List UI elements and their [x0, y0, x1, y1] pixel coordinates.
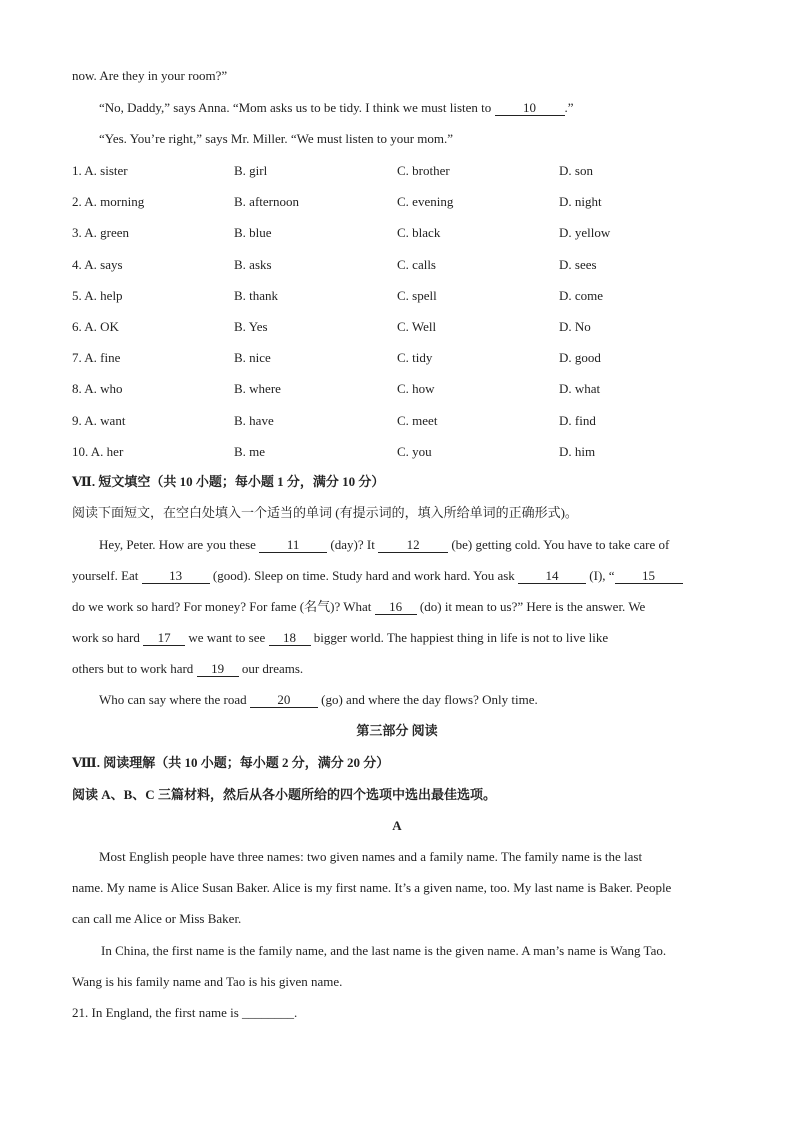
text: (day)? It: [327, 537, 379, 552]
option-a: 2. A. morning: [72, 194, 145, 209]
option-d: D. yellow: [559, 225, 611, 240]
option-d: D. him: [559, 444, 596, 459]
option-b: B. nice: [234, 350, 271, 365]
part-title: 第三部分 阅读: [356, 723, 438, 738]
option-a: 10. A. her: [72, 444, 124, 459]
option-d: D. find: [559, 413, 596, 428]
option-c: C. spell: [397, 288, 437, 303]
text: yourself. Eat: [72, 568, 142, 583]
text: our dreams.: [238, 661, 304, 676]
text: .”: [564, 100, 574, 115]
passage-line: [99, 537, 669, 553]
option-d: D. No: [559, 319, 591, 334]
answer-blank: 12: [378, 538, 448, 553]
text: (good). Sleep on time. Study hard and work hard. You ask: [209, 568, 519, 583]
passage-line: can call me Alice or Miss Baker.: [72, 911, 242, 926]
answer-blank: 11: [259, 538, 327, 553]
option-c: C. meet: [397, 413, 438, 428]
passage-line: [72, 630, 608, 646]
answer-blank: 17: [143, 631, 185, 646]
option-b: B. girl: [234, 163, 268, 178]
text: “No, Daddy,” says Anna. “Mom asks us to be tidy. I think we must listen to: [99, 100, 495, 115]
option-b: B. thank: [234, 288, 279, 303]
answer-blank: 18: [269, 631, 311, 646]
text: others but to work hard: [72, 661, 197, 676]
answer-blank: 15: [615, 569, 683, 584]
option-a: 7. A. fine: [72, 350, 121, 365]
option-d: D. night: [559, 194, 602, 209]
passage-line: [72, 599, 645, 615]
section-instruction: 阅读下面短文，在空白处填入一个适当的单词 (有提示词的，填入所给单词的正确形式)。: [72, 505, 578, 520]
text: work so hard: [72, 630, 144, 645]
text: (be) getting cold. You have to take care of: [448, 537, 670, 552]
option-row: [72, 225, 752, 241]
option-c: C. evening: [397, 194, 454, 209]
option-b: B. blue: [234, 225, 272, 240]
option-b: B. me: [234, 444, 266, 459]
passage-line: Most English people have three names: two given names and a family name. The family name is the last: [99, 849, 643, 864]
passage-line: name. My name is Alice Susan Baker. Alice is my first name. It’s a given name, too. My last name is Baker. People: [72, 880, 672, 895]
option-a: 4. A. says: [72, 257, 123, 272]
text: Who can say where the road: [99, 692, 250, 707]
option-row: [72, 288, 752, 304]
option-a: 9. A. want: [72, 413, 126, 428]
answer-blank: 19: [197, 662, 239, 677]
option-row: [72, 163, 752, 179]
option-b: B. Yes: [234, 319, 268, 334]
option-b: B. have: [234, 413, 274, 428]
option-a: 1. A. sister: [72, 163, 128, 178]
option-row: [72, 194, 752, 210]
section-heading: Ⅶ. 短文填空（共 10 小题；每小题 1 分，满分 10 分）: [72, 474, 385, 489]
option-row: [72, 413, 752, 429]
option-d: D. son: [559, 163, 593, 178]
option-c: C. brother: [397, 163, 450, 178]
option-b: B. where: [234, 381, 281, 396]
option-c: C. black: [397, 225, 441, 240]
option-c: C. you: [397, 444, 432, 459]
option-row: [72, 319, 752, 335]
option-d: D. sees: [559, 257, 597, 272]
section-heading: Ⅷ. 阅读理解（共 10 小题；每小题 2 分，满分 20 分）: [72, 755, 390, 770]
option-row: [72, 350, 752, 366]
option-row: [72, 381, 752, 397]
option-row: [72, 257, 752, 273]
answer-blank: 13: [142, 569, 210, 584]
option-c: C. how: [397, 381, 435, 396]
option-b: B. afternoon: [234, 194, 299, 209]
answer-blank: 14: [518, 569, 586, 584]
section-instruction: 阅读 A、B、C 三篇材料，然后从各小题所给的四个选项中选出最佳选项。: [72, 787, 496, 802]
option-d: D. good: [559, 350, 601, 365]
passage-line: [72, 568, 683, 584]
option-row: [72, 444, 752, 460]
option-d: D. what: [559, 381, 601, 396]
option-c: C. tidy: [397, 350, 433, 365]
option-c: C. Well: [397, 319, 437, 334]
text: (I), “: [586, 568, 615, 583]
passage-label: A: [392, 818, 402, 833]
answer-blank: 16: [375, 600, 417, 615]
passage-line: [99, 692, 538, 708]
text: do we work so hard? For money? For fame (名气)? What: [72, 599, 375, 614]
passage-line: Wang is his family name and Tao is his given name.: [72, 974, 343, 989]
story-line: now. Are they in your room?”: [72, 68, 228, 83]
text: Hey, Peter. How are you these: [99, 537, 260, 552]
option-b: B. asks: [234, 257, 272, 272]
passage-line: [72, 661, 303, 677]
option-c: C. calls: [397, 257, 436, 272]
story-line: [99, 100, 574, 116]
option-a: 3. A. green: [72, 225, 130, 240]
text: bigger world. The happiest thing in life is not to live like: [310, 630, 609, 645]
text: (go) and where the day flows? Only time.: [317, 692, 538, 707]
option-d: D. come: [559, 288, 604, 303]
answer-blank: 20: [250, 693, 318, 708]
answer-blank: 10: [495, 101, 565, 116]
question: 21. In England, the first name is ________.: [72, 1005, 298, 1020]
story-line: “Yes. You’re right,” says Mr. Miller. “We must listen to your mom.”: [99, 131, 454, 146]
text: (do) it mean to us?” Here is the answer. We: [416, 599, 646, 614]
passage-line: In China, the first name is the family name, and the last name is the given name. A man’s name is Wang Tao.: [101, 943, 667, 958]
option-a: 8. A. who: [72, 381, 123, 396]
option-a: 6. A. OK: [72, 319, 119, 334]
text: we want to see: [185, 630, 269, 645]
option-a: 5. A. help: [72, 288, 123, 303]
